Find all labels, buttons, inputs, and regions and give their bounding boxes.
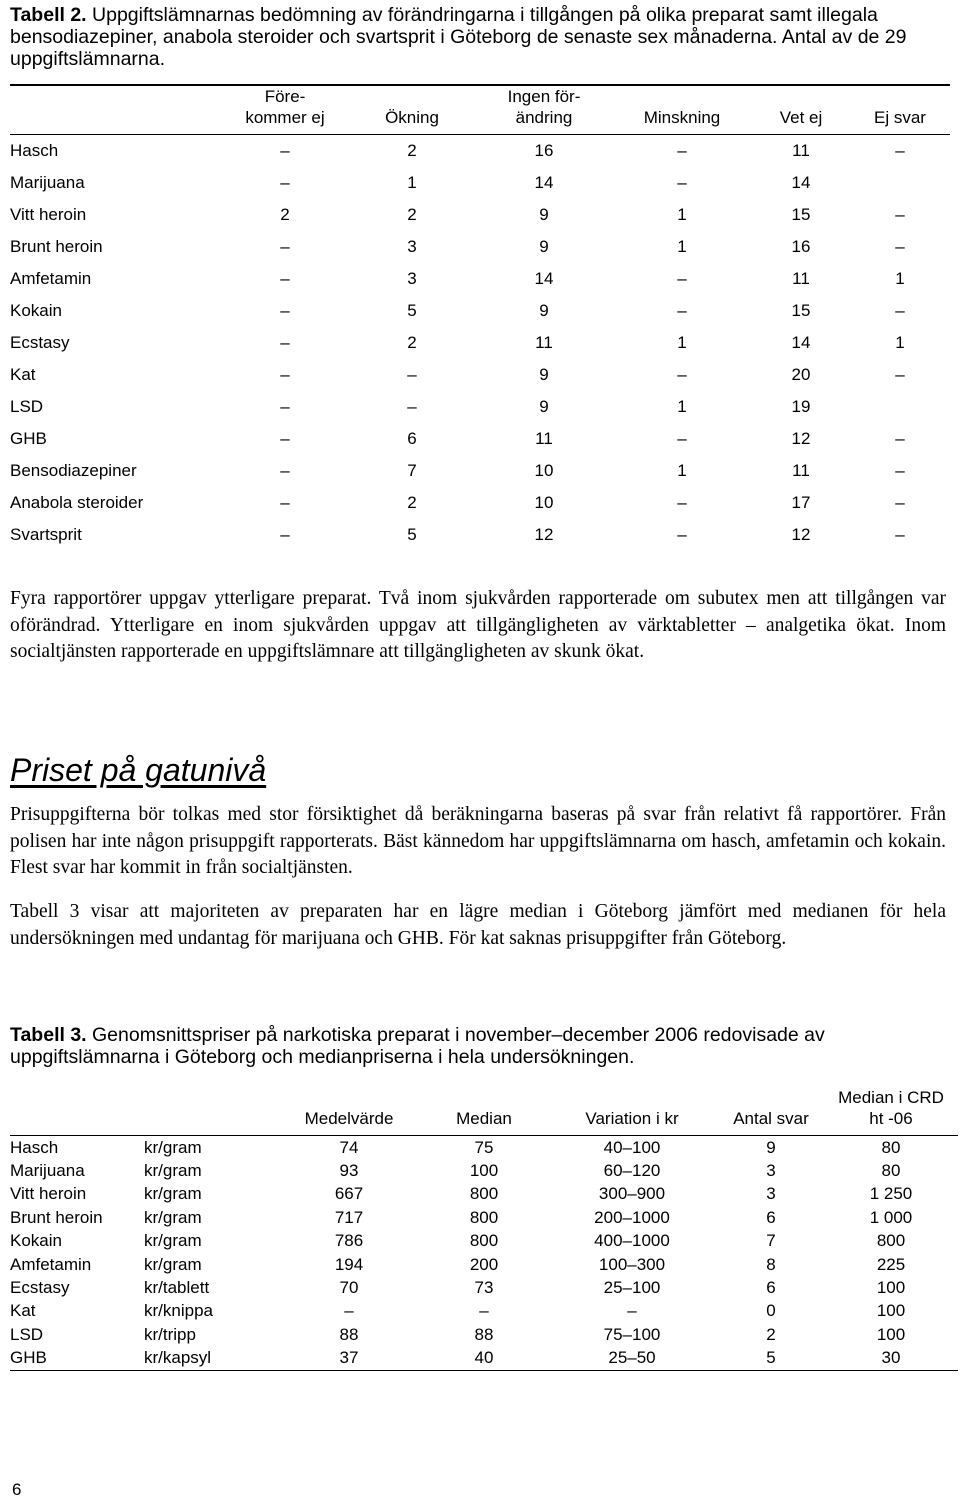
- table-cell: –: [280, 237, 290, 256]
- table2-header: Minskning: [643, 108, 721, 127]
- table-cell: 40: [474, 1348, 494, 1368]
- table-cell: 9: [539, 397, 549, 416]
- table-cell: 5: [407, 525, 417, 544]
- table2-caption: [10, 4, 945, 70]
- table-cell: 30: [881, 1348, 901, 1368]
- table-cell: 20: [791, 365, 811, 384]
- table-cell: 100: [876, 1278, 906, 1298]
- table-cell: 1 000: [869, 1207, 913, 1227]
- table-row: [10, 263, 950, 295]
- table-row: [10, 1206, 958, 1229]
- table-cell: 11: [535, 333, 553, 352]
- table-cell: 6: [766, 1278, 776, 1298]
- row-label: Kokain: [10, 301, 62, 320]
- table-row: [10, 327, 950, 359]
- row-label: Kokain: [10, 1231, 62, 1251]
- table-cell: 3: [766, 1184, 776, 1204]
- table-cell: kr/gram: [144, 1161, 202, 1181]
- table3-header: Median: [456, 1109, 512, 1128]
- table-row: [10, 455, 950, 487]
- row-label: Kat: [10, 1301, 36, 1321]
- table-cell: kr/gram: [144, 1254, 202, 1274]
- table-cell: 786: [334, 1231, 364, 1251]
- table-cell: 5: [766, 1348, 776, 1368]
- table2-body: [10, 135, 950, 552]
- table3-caption-text: Genomsnittspriser på narkotiska preparat i november–december 2006 redovisade av uppgiftslämnarna i Göteborg och medianpriserna i hela undersökningen.: [10, 1024, 825, 1068]
- table-cell: 1 250: [869, 1184, 913, 1204]
- table-cell: 194: [334, 1254, 364, 1274]
- table-cell: 2: [766, 1324, 776, 1344]
- table-cell: 1: [407, 173, 417, 192]
- table-cell: –: [677, 493, 687, 512]
- table-row: [10, 423, 950, 455]
- table3-header: Medelvärde: [304, 1109, 394, 1128]
- table-cell: [850, 391, 950, 423]
- table2-header: Ökning: [385, 108, 439, 127]
- table-cell: 100: [876, 1324, 906, 1344]
- table-cell: 10: [534, 493, 554, 512]
- table3-body: [10, 1136, 958, 1371]
- row-label: Hasch: [10, 1137, 59, 1157]
- row-label: Anabola steroider: [10, 493, 144, 512]
- section-heading: Priset på gatunivå: [10, 752, 267, 788]
- table-cell: 60–120: [603, 1161, 661, 1181]
- table-cell: 6: [407, 429, 417, 448]
- table-row: [10, 231, 950, 263]
- row-label: Vitt heroin: [10, 1184, 87, 1204]
- table-cell: 14: [534, 173, 554, 192]
- table-cell: kr/knippa: [144, 1301, 213, 1321]
- paragraph-price-caveat: Prisuppgifterna bör tolkas med stor försiktighet då beräkningarna baseras på svar från relativt få rapportörer. Från polisen har inte någon prisuppgift rapporterats. Bäst kännedom har uppgiftslämnarna om hasch, amfetamin och kokain. Flest svar har kommit in från socialtjänsten.: [10, 804, 946, 878]
- table-row: [10, 1323, 958, 1346]
- table-cell: 2: [280, 205, 290, 224]
- table-cell: –: [895, 461, 905, 480]
- table-cell: 25–100: [603, 1278, 661, 1298]
- table-cell: 11: [792, 461, 810, 480]
- table-cell: –: [677, 301, 687, 320]
- table-cell: 25–50: [608, 1348, 656, 1368]
- table-cell: 100: [469, 1161, 499, 1181]
- table-cell: kr/gram: [144, 1184, 202, 1204]
- table-cell: –: [280, 397, 290, 416]
- table-cell: 19: [791, 397, 811, 416]
- table-cell: 2: [407, 141, 417, 160]
- table-cell: –: [895, 301, 905, 320]
- table-cell: 1: [895, 269, 905, 288]
- table3-caption-label: Tabell 3.: [10, 1024, 87, 1046]
- table-cell: –: [280, 269, 290, 288]
- table3-header: Median i CRD ht -06: [838, 1088, 944, 1128]
- table-cell: 200: [469, 1254, 499, 1274]
- table-cell: –: [280, 461, 290, 480]
- table-cell: 88: [339, 1324, 359, 1344]
- table-cell: [850, 167, 950, 199]
- row-label: LSD: [10, 397, 44, 416]
- table-cell: –: [407, 397, 417, 416]
- table-cell: 1: [677, 333, 687, 352]
- table-cell: 75–100: [603, 1324, 661, 1344]
- table-cell: –: [677, 429, 687, 448]
- table-cell: 16: [534, 141, 554, 160]
- row-label: GHB: [10, 429, 47, 448]
- table-cell: 800: [876, 1231, 906, 1251]
- table-cell: 800: [469, 1184, 499, 1204]
- table-cell: 14: [534, 269, 554, 288]
- table-cell: –: [677, 525, 687, 544]
- table-cell: 8: [766, 1254, 776, 1274]
- table-cell: –: [677, 269, 687, 288]
- table2-header: Ej svar: [874, 108, 926, 127]
- table-row: [10, 1159, 958, 1182]
- table-cell: –: [895, 205, 905, 224]
- table-row: [10, 1230, 958, 1253]
- table2-caption-label: Tabell 2.: [10, 4, 87, 26]
- table-cell: 7: [766, 1231, 776, 1251]
- table-cell: 70: [339, 1278, 359, 1298]
- table-cell: 9: [539, 205, 549, 224]
- table3: [10, 1087, 958, 1371]
- page-number: 6: [12, 1480, 22, 1499]
- table-cell: 300–900: [598, 1184, 666, 1204]
- row-label: Ecstasy: [10, 333, 70, 352]
- row-label: Svartsprit: [10, 525, 82, 544]
- table-cell: 3: [407, 237, 417, 256]
- table-cell: 717: [334, 1207, 364, 1227]
- table-cell: 12: [791, 525, 811, 544]
- table-cell: kr/tablett: [144, 1278, 210, 1298]
- table-cell: 2: [407, 205, 417, 224]
- table-cell: 80: [881, 1161, 901, 1181]
- table-cell: –: [344, 1301, 354, 1321]
- table-cell: 3: [766, 1161, 776, 1181]
- table2: [10, 84, 950, 551]
- table-cell: 15: [791, 301, 811, 320]
- table-row: [10, 391, 950, 423]
- row-label: Kat: [10, 365, 36, 384]
- table-cell: –: [280, 333, 290, 352]
- table-cell: 3: [407, 269, 417, 288]
- table-cell: kr/tripp: [144, 1324, 196, 1344]
- table-row: [10, 135, 950, 168]
- table-cell: 6: [766, 1207, 776, 1227]
- table-cell: 800: [469, 1231, 499, 1251]
- table-cell: –: [677, 141, 687, 160]
- row-label: Vitt heroin: [10, 205, 87, 224]
- table-row: [10, 1347, 958, 1371]
- table-cell: 75: [474, 1137, 494, 1157]
- row-label: Ecstasy: [10, 1278, 70, 1298]
- table-cell: 88: [474, 1324, 494, 1344]
- table-cell: 5: [407, 301, 417, 320]
- table-row: [10, 1276, 958, 1299]
- table3-header: [10, 1087, 144, 1136]
- row-label: Marijuana: [10, 173, 85, 192]
- table-cell: –: [895, 237, 905, 256]
- table-cell: 80: [881, 1137, 901, 1157]
- table-cell: –: [280, 429, 290, 448]
- table-cell: 14: [791, 333, 811, 352]
- table-cell: 9: [539, 237, 549, 256]
- table-row: [10, 519, 950, 551]
- table-cell: 73: [474, 1278, 494, 1298]
- table-cell: 12: [791, 429, 811, 448]
- row-label: Marijuana: [10, 1161, 85, 1181]
- table-cell: 100–300: [598, 1254, 666, 1274]
- table-cell: 74: [339, 1137, 359, 1157]
- table-cell: 400–1000: [594, 1231, 670, 1251]
- table-row: [10, 295, 950, 327]
- table-cell: 2: [407, 333, 417, 352]
- table-cell: kr/gram: [144, 1207, 202, 1227]
- table-row: [10, 487, 950, 519]
- paragraph-table3-summary: Tabell 3 visar att majoriteten av preparaten har en lägre median i Göteborg jämfört med medianen för hela undersökningen med undantag för marijuana och GHB. För kat saknas prisuppgifter från Göteborg.: [10, 901, 946, 949]
- table-row: [10, 359, 950, 391]
- table3-header: Antal svar: [733, 1109, 809, 1128]
- table-cell: 667: [334, 1184, 364, 1204]
- table2-caption-text: Uppgiftslämnarnas bedömning av förändringarna i tillgången på olika preparat samt illegala bensodiazepiner, anabola steroider och svartsprit i Göteborg de senaste sex månaderna. Antal av de 29 uppgiftslämnarna.: [10, 4, 907, 70]
- table-cell: 16: [791, 237, 811, 256]
- paragraph-other-substances: Fyra rapportörer uppgav ytterligare preparat. Två inom sjukvården rapporterade om subutex men att tillgången var oförändrad. Ytterligare en inom sjukvården uppgav att tillgängligheten av värktabletter – analgetika ökat. Inom socialtjänsten rapporterade en uppgiftslämnare att tillgängligheten av skunk ökat.: [10, 588, 946, 662]
- table-cell: 2: [407, 493, 417, 512]
- table-cell: –: [895, 141, 905, 160]
- table-cell: –: [280, 173, 290, 192]
- row-label: LSD: [10, 1324, 44, 1344]
- table3-header: Variation i kr: [585, 1109, 679, 1128]
- table-cell: 225: [876, 1254, 906, 1274]
- table-cell: 0: [766, 1301, 776, 1321]
- table-cell: –: [677, 173, 687, 192]
- table-row: [10, 1183, 958, 1206]
- table-cell: 1: [895, 333, 905, 352]
- table-cell: 9: [766, 1137, 776, 1157]
- table2-header: Före- kommer ej: [245, 87, 325, 127]
- table-cell: –: [677, 365, 687, 384]
- table-cell: kr/gram: [144, 1231, 202, 1251]
- table-row: [10, 1253, 958, 1276]
- table-cell: 93: [339, 1161, 359, 1181]
- row-label: Brunt heroin: [10, 237, 103, 256]
- table-cell: –: [280, 141, 290, 160]
- table-cell: 1: [677, 397, 687, 416]
- table2-header: Ingen för- ändring: [507, 87, 581, 127]
- table-cell: 14: [791, 173, 811, 192]
- table-cell: kr/kapsyl: [144, 1348, 212, 1368]
- row-label: Bensodiazepiner: [10, 461, 137, 480]
- table-cell: 17: [791, 493, 811, 512]
- table-row: [10, 199, 950, 231]
- table-cell: –: [407, 365, 417, 384]
- table-cell: 1: [677, 205, 687, 224]
- row-label: GHB: [10, 1348, 47, 1368]
- table-cell: 40–100: [603, 1137, 661, 1157]
- table-cell: –: [895, 493, 905, 512]
- table-cell: –: [895, 525, 905, 544]
- table2-header-corner: [10, 86, 222, 135]
- table-cell: –: [280, 525, 290, 544]
- table-cell: 9: [539, 301, 549, 320]
- table-cell: kr/gram: [144, 1137, 202, 1157]
- table-cell: –: [280, 493, 290, 512]
- table-cell: 9: [539, 365, 549, 384]
- row-label: Amfetamin: [10, 269, 92, 288]
- table-cell: –: [280, 301, 290, 320]
- row-label: Hasch: [10, 141, 59, 160]
- table-cell: 10: [534, 461, 554, 480]
- table-cell: –: [280, 365, 290, 384]
- table-cell: 15: [791, 205, 811, 224]
- table-cell: –: [895, 365, 905, 384]
- table-cell: 37: [339, 1348, 359, 1368]
- table-cell: 100: [876, 1301, 906, 1321]
- table-cell: 12: [534, 525, 554, 544]
- row-label: Brunt heroin: [10, 1207, 103, 1227]
- table-cell: 11: [792, 269, 810, 288]
- table-cell: 1: [677, 461, 687, 480]
- table-cell: 1: [677, 237, 687, 256]
- table-cell: 800: [469, 1207, 499, 1227]
- table-row: [10, 1136, 958, 1160]
- table-cell: –: [895, 429, 905, 448]
- table3-caption: [10, 1024, 945, 1068]
- table-cell: 200–1000: [594, 1207, 670, 1227]
- table-cell: 7: [407, 461, 417, 480]
- table3-header-row: [10, 1087, 958, 1136]
- table2-header: Vet ej: [779, 108, 823, 127]
- row-label: Amfetamin: [10, 1254, 92, 1274]
- table-cell: –: [479, 1301, 489, 1321]
- table-cell: –: [627, 1301, 637, 1321]
- table-cell: 11: [792, 141, 810, 160]
- table-cell: 11: [535, 429, 553, 448]
- table3-header: [144, 1087, 276, 1136]
- table-row: [10, 167, 950, 199]
- table-row: [10, 1300, 958, 1323]
- table2-header-row: [10, 86, 950, 135]
